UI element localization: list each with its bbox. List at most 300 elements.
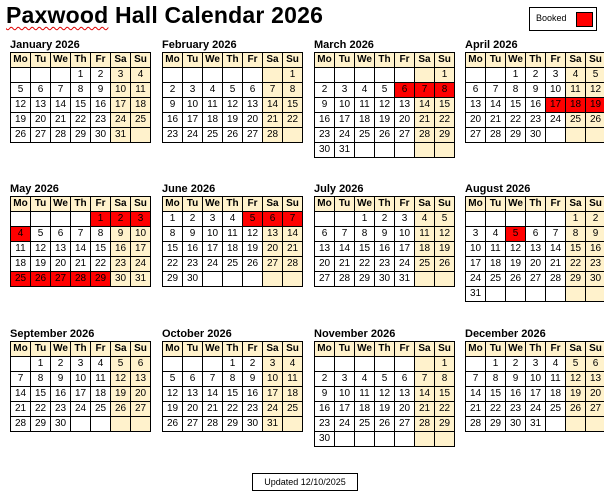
week-row [11, 417, 151, 432]
weekday-header: Tu [335, 197, 355, 212]
weekday-header: Sa [415, 53, 435, 68]
week-row [11, 113, 151, 128]
day-cell: 9 [506, 372, 526, 387]
day-cell: 3 [526, 357, 546, 372]
day-cell: 3 [546, 68, 566, 83]
day-cell: 4 [355, 372, 375, 387]
day-cell: 23 [51, 402, 71, 417]
day-cell: 16 [51, 387, 71, 402]
day-cell: 15 [355, 242, 375, 257]
booked-day-cell: 1 [91, 212, 111, 227]
day-cell: 2 [91, 68, 111, 83]
month-title: June 2026 [162, 183, 216, 195]
day-cell: 4 [283, 357, 303, 372]
day-cell: 20 [315, 257, 335, 272]
week-row [466, 372, 604, 387]
day-cell: 4 [223, 212, 243, 227]
day-cell: 17 [335, 402, 355, 417]
day-cell: 25 [355, 417, 375, 432]
day-cell: 28 [415, 417, 435, 432]
day-cell: 21 [71, 257, 91, 272]
day-cell: 19 [31, 257, 51, 272]
day-cell: 5 [586, 68, 604, 83]
day-cell: 11 [546, 372, 566, 387]
day-cell: 20 [31, 113, 51, 128]
weekday-header: Tu [31, 197, 51, 212]
weekday-header: Su [586, 197, 604, 212]
day-cell: 11 [11, 242, 31, 257]
day-cell: 3 [335, 83, 355, 98]
weekday-header: Mo [466, 342, 486, 357]
weekday-header: Th [375, 53, 395, 68]
day-cell: 1 [223, 357, 243, 372]
day-cell: 25 [546, 402, 566, 417]
day-cell: 27 [31, 128, 51, 143]
weekday-header: Th [375, 342, 395, 357]
day-cell: 13 [466, 98, 486, 113]
day-cell: 7 [415, 372, 435, 387]
day-cell: 9 [315, 98, 335, 113]
empty-day-cell [526, 287, 546, 302]
day-cell: 14 [415, 387, 435, 402]
empty-day-cell [223, 68, 243, 83]
day-cell: 8 [566, 227, 586, 242]
day-cell: 30 [506, 417, 526, 432]
empty-day-cell [415, 272, 435, 287]
weekday-header-row [11, 53, 151, 68]
day-cell: 13 [526, 242, 546, 257]
week-row [315, 257, 455, 272]
week-row [315, 372, 455, 387]
week-row [163, 387, 303, 402]
empty-day-cell [355, 143, 375, 158]
month-title: January 2026 [10, 39, 80, 51]
week-row [11, 128, 151, 143]
day-cell: 8 [223, 372, 243, 387]
day-cell: 1 [486, 357, 506, 372]
week-row [466, 257, 604, 272]
day-cell: 15 [223, 387, 243, 402]
day-cell: 12 [586, 83, 604, 98]
day-cell: 1 [506, 68, 526, 83]
day-cell: 27 [315, 272, 335, 287]
weekday-header: Tu [31, 342, 51, 357]
weekday-header: We [203, 53, 223, 68]
day-cell: 10 [466, 242, 486, 257]
empty-day-cell [435, 272, 455, 287]
weekday-header: Mo [315, 342, 335, 357]
empty-day-cell [566, 128, 586, 143]
month-title: October 2026 [162, 328, 232, 340]
month-grid [10, 341, 151, 432]
month-title: August 2026 [465, 183, 531, 195]
day-cell: 27 [131, 402, 151, 417]
day-cell: 13 [31, 98, 51, 113]
day-cell: 14 [546, 242, 566, 257]
day-cell: 19 [375, 113, 395, 128]
day-cell: 11 [223, 227, 243, 242]
day-cell: 12 [506, 242, 526, 257]
day-cell: 12 [375, 98, 395, 113]
weekday-header: We [203, 197, 223, 212]
weekday-header-row [11, 197, 151, 212]
day-cell: 19 [506, 257, 526, 272]
weekday-header: Th [71, 197, 91, 212]
week-row [11, 372, 151, 387]
booked-day-cell: 28 [71, 272, 91, 287]
weekday-header: Mo [11, 197, 31, 212]
weekday-header: Mo [11, 342, 31, 357]
day-cell: 20 [395, 402, 415, 417]
week-row [466, 272, 604, 287]
day-cell: 15 [506, 98, 526, 113]
week-row [315, 417, 455, 432]
day-cell: 6 [395, 372, 415, 387]
empty-day-cell [486, 68, 506, 83]
day-cell: 25 [486, 272, 506, 287]
empty-day-cell [526, 212, 546, 227]
day-cell: 12 [11, 98, 31, 113]
empty-day-cell [203, 272, 223, 287]
day-cell: 24 [183, 128, 203, 143]
weekday-header: Tu [183, 197, 203, 212]
day-cell: 20 [51, 257, 71, 272]
weekday-header: Th [526, 342, 546, 357]
day-cell: 12 [31, 242, 51, 257]
empty-day-cell [375, 357, 395, 372]
weekday-header: Su [283, 342, 303, 357]
weekday-header: We [506, 53, 526, 68]
day-cell: 15 [566, 242, 586, 257]
day-cell: 26 [586, 113, 604, 128]
day-cell: 29 [31, 417, 51, 432]
week-row [466, 98, 604, 113]
month-title: September 2026 [10, 328, 95, 340]
day-cell: 1 [566, 212, 586, 227]
empty-day-cell [506, 212, 526, 227]
weekday-header-row [163, 342, 303, 357]
day-cell: 5 [435, 212, 455, 227]
day-cell: 6 [526, 227, 546, 242]
day-cell: 24 [203, 257, 223, 272]
week-row [466, 83, 604, 98]
day-cell: 12 [435, 227, 455, 242]
day-cell: 9 [243, 372, 263, 387]
day-cell: 20 [263, 242, 283, 257]
day-cell: 25 [283, 402, 303, 417]
day-cell: 21 [263, 113, 283, 128]
day-cell: 30 [526, 128, 546, 143]
day-cell: 18 [355, 402, 375, 417]
day-cell: 2 [506, 357, 526, 372]
weekday-header: Su [283, 197, 303, 212]
day-cell: 7 [71, 227, 91, 242]
day-cell: 7 [546, 227, 566, 242]
weekday-header: Fr [546, 53, 566, 68]
day-cell: 27 [263, 257, 283, 272]
day-cell: 3 [395, 212, 415, 227]
day-cell: 5 [223, 83, 243, 98]
day-cell: 29 [435, 128, 455, 143]
day-cell: 22 [223, 402, 243, 417]
day-cell: 26 [375, 128, 395, 143]
day-cell: 8 [71, 83, 91, 98]
day-cell: 21 [486, 113, 506, 128]
day-cell: 8 [506, 83, 526, 98]
day-cell: 2 [51, 357, 71, 372]
day-cell: 9 [586, 227, 604, 242]
day-cell: 10 [203, 227, 223, 242]
weekday-header: Th [223, 197, 243, 212]
day-cell: 21 [546, 257, 566, 272]
day-cell: 24 [526, 402, 546, 417]
week-row [315, 272, 455, 287]
day-cell: 17 [263, 387, 283, 402]
weekday-header-row [11, 342, 151, 357]
month-title: April 2026 [465, 39, 518, 51]
month-title: March 2026 [314, 39, 374, 51]
empty-day-cell [111, 417, 131, 432]
day-cell: 10 [263, 372, 283, 387]
weekday-header: Fr [395, 197, 415, 212]
day-cell: 23 [243, 402, 263, 417]
week-row [466, 242, 604, 257]
day-cell: 22 [163, 257, 183, 272]
weekday-header: Fr [243, 197, 263, 212]
empty-day-cell [163, 68, 183, 83]
weekday-header: Sa [415, 342, 435, 357]
day-cell: 6 [315, 227, 335, 242]
day-cell: 18 [486, 257, 506, 272]
day-cell: 18 [283, 387, 303, 402]
weekday-header-row [466, 197, 604, 212]
weekday-header: Sa [111, 53, 131, 68]
day-cell: 17 [71, 387, 91, 402]
week-row [315, 212, 455, 227]
empty-day-cell [486, 212, 506, 227]
booked-day-cell: 5 [506, 227, 526, 242]
week-row [315, 402, 455, 417]
day-cell: 22 [355, 257, 375, 272]
empty-day-cell [506, 287, 526, 302]
day-cell: 6 [243, 83, 263, 98]
day-cell: 30 [586, 272, 604, 287]
empty-day-cell [486, 287, 506, 302]
day-cell: 14 [415, 98, 435, 113]
empty-day-cell [586, 287, 604, 302]
weekday-header-row [466, 342, 604, 357]
booked-day-cell: 5 [243, 212, 263, 227]
day-cell: 13 [263, 227, 283, 242]
day-cell: 21 [466, 402, 486, 417]
day-cell: 16 [243, 387, 263, 402]
month-grid [162, 341, 303, 432]
day-cell: 11 [91, 372, 111, 387]
day-cell: 13 [315, 242, 335, 257]
booked-day-cell: 27 [51, 272, 71, 287]
day-cell: 16 [183, 242, 203, 257]
week-row [11, 357, 151, 372]
day-cell: 19 [243, 242, 263, 257]
day-cell: 24 [131, 257, 151, 272]
week-row [466, 417, 604, 432]
empty-day-cell [335, 68, 355, 83]
day-cell: 28 [486, 128, 506, 143]
day-cell: 13 [586, 372, 604, 387]
booked-day-cell: 3 [131, 212, 151, 227]
empty-day-cell [263, 272, 283, 287]
weekday-header: Th [526, 197, 546, 212]
day-cell: 12 [223, 98, 243, 113]
day-cell: 26 [243, 257, 263, 272]
weekday-header: Tu [183, 53, 203, 68]
week-row [163, 98, 303, 113]
empty-day-cell [435, 432, 455, 447]
day-cell: 11 [566, 83, 586, 98]
day-cell: 28 [51, 128, 71, 143]
day-cell: 20 [131, 387, 151, 402]
weekday-header: Tu [183, 342, 203, 357]
empty-day-cell [415, 68, 435, 83]
day-cell: 7 [11, 372, 31, 387]
weekday-header: Fr [91, 197, 111, 212]
booked-day-cell: 25 [11, 272, 31, 287]
day-cell: 22 [486, 402, 506, 417]
day-cell: 15 [283, 98, 303, 113]
day-cell: 16 [315, 402, 335, 417]
weekday-header: Su [131, 342, 151, 357]
day-cell: 11 [355, 387, 375, 402]
day-cell: 5 [163, 372, 183, 387]
day-cell: 21 [51, 113, 71, 128]
empty-day-cell [263, 68, 283, 83]
empty-day-cell [546, 287, 566, 302]
empty-day-cell [315, 357, 335, 372]
weekday-header: Sa [111, 342, 131, 357]
empty-day-cell [243, 68, 263, 83]
booked-day-cell: 29 [91, 272, 111, 287]
week-row [11, 212, 151, 227]
weekday-header: Tu [486, 197, 506, 212]
month-grid [314, 52, 455, 158]
weekday-header: Th [375, 197, 395, 212]
day-cell: 4 [203, 83, 223, 98]
week-row [11, 272, 151, 287]
day-cell: 1 [71, 68, 91, 83]
day-cell: 8 [163, 227, 183, 242]
day-cell: 7 [466, 372, 486, 387]
day-cell: 17 [203, 242, 223, 257]
weekday-header: Fr [91, 342, 111, 357]
weekday-header: Sa [566, 53, 586, 68]
day-cell: 21 [11, 402, 31, 417]
day-cell: 11 [415, 227, 435, 242]
day-cell: 7 [263, 83, 283, 98]
month-title: February 2026 [162, 39, 237, 51]
weekday-header: Su [131, 197, 151, 212]
day-cell: 12 [243, 227, 263, 242]
day-cell: 28 [466, 417, 486, 432]
day-cell: 30 [51, 417, 71, 432]
day-cell: 9 [91, 83, 111, 98]
day-cell: 22 [435, 113, 455, 128]
empty-day-cell [203, 357, 223, 372]
day-cell: 24 [466, 272, 486, 287]
day-cell: 27 [466, 128, 486, 143]
empty-day-cell [566, 287, 586, 302]
day-cell: 27 [243, 128, 263, 143]
week-row [466, 287, 604, 302]
week-row [11, 387, 151, 402]
day-cell: 24 [263, 402, 283, 417]
week-row [466, 113, 604, 128]
day-cell: 13 [131, 372, 151, 387]
day-cell: 13 [395, 98, 415, 113]
day-cell: 30 [183, 272, 203, 287]
day-cell: 14 [203, 387, 223, 402]
weekday-header-row [315, 342, 455, 357]
day-cell: 8 [31, 372, 51, 387]
day-cell: 3 [466, 227, 486, 242]
empty-day-cell [546, 417, 566, 432]
day-cell: 24 [546, 113, 566, 128]
day-cell: 5 [111, 357, 131, 372]
day-cell: 28 [263, 128, 283, 143]
day-cell: 21 [415, 402, 435, 417]
day-cell: 15 [31, 387, 51, 402]
day-cell: 23 [163, 128, 183, 143]
day-cell: 15 [486, 387, 506, 402]
week-row [163, 242, 303, 257]
day-cell: 10 [71, 372, 91, 387]
weekday-header: Mo [163, 53, 183, 68]
week-row [11, 257, 151, 272]
weekday-header: Mo [163, 342, 183, 357]
day-cell: 31 [263, 417, 283, 432]
day-cell: 3 [71, 357, 91, 372]
day-cell: 1 [31, 357, 51, 372]
day-cell: 14 [335, 242, 355, 257]
week-row [315, 98, 455, 113]
day-cell: 3 [263, 357, 283, 372]
empty-day-cell [375, 68, 395, 83]
day-cell: 22 [566, 257, 586, 272]
weekday-header: Tu [335, 342, 355, 357]
day-cell: 7 [486, 83, 506, 98]
day-cell: 22 [435, 402, 455, 417]
empty-day-cell [375, 143, 395, 158]
day-cell: 14 [51, 98, 71, 113]
weekday-header: Fr [243, 53, 263, 68]
day-cell: 16 [315, 113, 335, 128]
booked-day-cell: 17 [546, 98, 566, 113]
empty-day-cell [243, 272, 263, 287]
week-row [163, 83, 303, 98]
day-cell: 31 [466, 287, 486, 302]
day-cell: 21 [415, 113, 435, 128]
day-cell: 31 [395, 272, 415, 287]
weekday-header: Sa [263, 53, 283, 68]
day-cell: 1 [435, 357, 455, 372]
empty-day-cell [183, 68, 203, 83]
weekday-header: Th [71, 342, 91, 357]
day-cell: 26 [506, 272, 526, 287]
week-row [163, 113, 303, 128]
weekday-header-row [163, 53, 303, 68]
week-row [163, 212, 303, 227]
day-cell: 14 [486, 98, 506, 113]
day-cell: 29 [223, 417, 243, 432]
